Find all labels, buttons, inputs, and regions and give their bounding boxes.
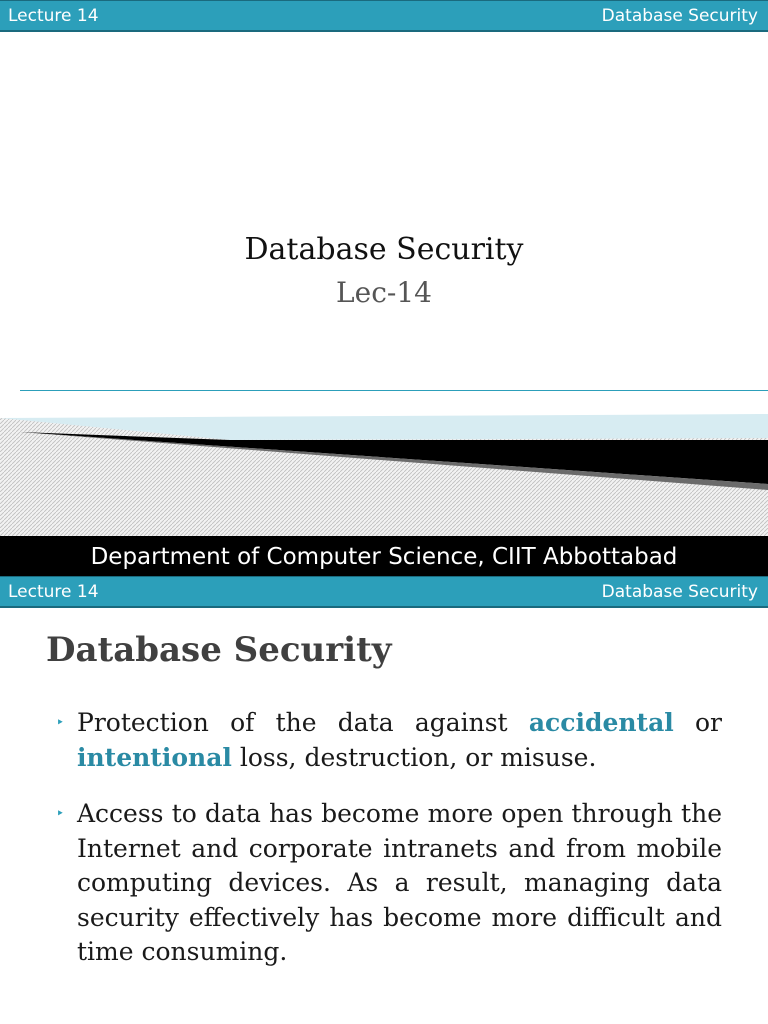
bullet-marker-icon: ‣ xyxy=(56,715,65,731)
bullet-text: Protection of the data against xyxy=(77,708,529,737)
bullet-item-access xyxy=(56,797,722,970)
header-topic-label: Database Security xyxy=(601,582,758,602)
decorative-band-graphic xyxy=(0,392,768,536)
bullet-text: loss, destruction, or misuse. xyxy=(231,742,597,772)
header-lecture-label: Lecture 14 xyxy=(8,582,99,602)
department-banner: Department of Computer Science, CIIT Abbottabad xyxy=(0,536,768,576)
highlight-accidental: accidental xyxy=(528,708,674,737)
slide2-title: Database Security xyxy=(46,630,392,670)
decorative-line xyxy=(20,390,768,391)
header-topic-label: Database Security xyxy=(601,6,758,26)
slide1-title: Database Security xyxy=(244,232,524,267)
slide1-subtitle: Lec-14 xyxy=(336,276,432,309)
slide1-header-bar xyxy=(0,0,768,32)
bullet-text: or xyxy=(673,708,722,737)
slide2-header-bar xyxy=(0,576,768,608)
bullet-marker-icon: ‣ xyxy=(56,806,65,822)
highlight-intentional: intentional xyxy=(77,742,232,772)
bullet-list xyxy=(56,706,722,970)
bullet-item-protection xyxy=(56,706,722,775)
bullet-text: Access to data has become more open through the Internet and corporate intranets and from mobile computing devices. As a result, managing data security effectively has become more difficult and time consuming. xyxy=(77,799,722,966)
header-lecture-label: Lecture 14 xyxy=(8,6,99,26)
